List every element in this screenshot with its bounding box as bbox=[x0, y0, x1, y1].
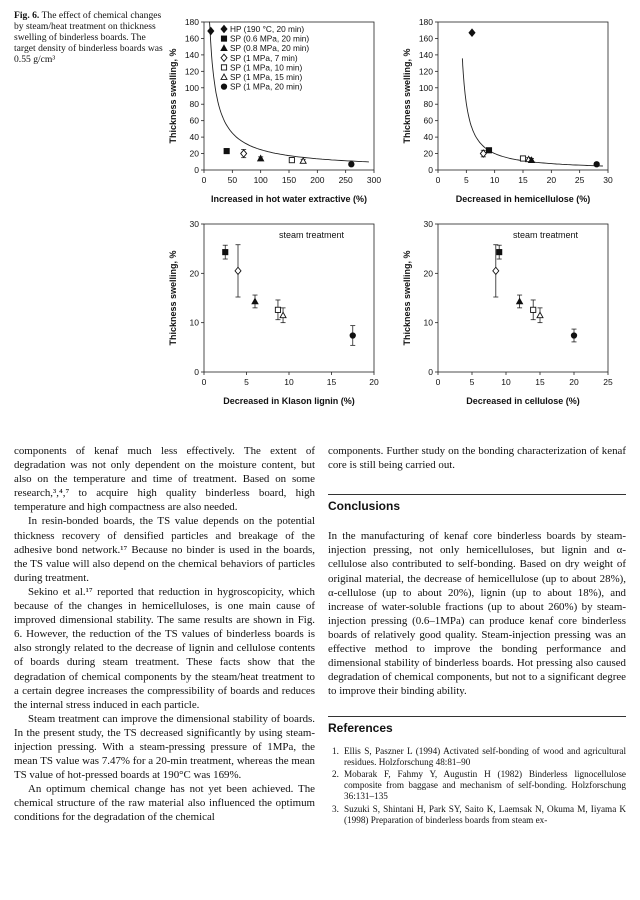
x-tick-label: 5 bbox=[244, 377, 249, 387]
y-axis-label: Thickness swelling, % bbox=[168, 48, 178, 144]
x-tick-label: 150 bbox=[281, 175, 297, 185]
figure-caption-text: The effect of chemical changes by steam/heat treatment on thickness swelling of binderless boards. The target density of binderless boards was 0.55 g/cm³ bbox=[14, 10, 163, 65]
y-tick-label: 20 bbox=[189, 148, 199, 159]
legend-entry: SP (1 MPa, 20 min) bbox=[230, 81, 303, 92]
x-tick-label: 25 bbox=[574, 175, 585, 185]
x-tick-label: 15 bbox=[518, 175, 528, 185]
y-tick-label: 120 bbox=[184, 66, 199, 77]
data-point-triangle bbox=[280, 312, 286, 317]
x-tick-label: 15 bbox=[535, 377, 545, 387]
data-point-square bbox=[531, 307, 536, 312]
y-tick-label: 140 bbox=[184, 49, 199, 60]
x-tick-label: 10 bbox=[501, 377, 511, 387]
conclusions-heading: Conclusions bbox=[328, 499, 401, 514]
reference-item bbox=[328, 804, 626, 826]
data-point-triangle bbox=[252, 298, 258, 303]
y-tick-label: 10 bbox=[189, 317, 199, 328]
y-tick-label: 120 bbox=[418, 66, 433, 77]
data-point-square bbox=[520, 156, 525, 161]
paragraph: Sekino et al.¹⁷ reported that reduction in hygroscopicity, which because of the changes in hemicelluloses, is one main cause of improved dimensional stability. The same results are shown in Fig. 6. However, the reduction of the TS values of binderless boards is also strongly related to the decrease of lignin and cellulose contents of boards during steam treatment. These facts show that the degradation of chemical components by the steam/heat treatment to a certain degree increases the compressibility of boards and reduces the internal stress induced in each particle. bbox=[14, 585, 315, 711]
chart-klason-lignin bbox=[164, 208, 386, 408]
legend-entry: SP (1 MPa, 7 min) bbox=[230, 52, 298, 63]
x-tick-label: 0 bbox=[435, 377, 441, 387]
data-point-circle bbox=[349, 162, 354, 167]
paragraph: Steam treatment can improve the dimensional stability of boards. In the present study, the TS decreased significantly by using steam-injection pressing. With a steam-pressing pressure of 1MPa, the mean TS value was 7.47% for a 20-min treatment, whereas the mean TS value of hot-pressed boards at 190°C was 169%. bbox=[14, 712, 315, 782]
y-tick-label: 180 bbox=[418, 17, 433, 27]
y-tick-label: 100 bbox=[184, 82, 199, 93]
x-tick-label: 20 bbox=[369, 377, 379, 387]
data-point-square bbox=[275, 307, 280, 312]
y-tick-label: 40 bbox=[189, 132, 199, 143]
legend-entry: SP (1 MPa, 10 min) bbox=[230, 62, 303, 73]
reference-number: 2. bbox=[332, 768, 339, 779]
data-point-triangle bbox=[517, 298, 523, 303]
x-tick-label: 5 bbox=[463, 175, 469, 185]
chart-cellulose bbox=[398, 208, 620, 408]
x-tick-label: 0 bbox=[201, 175, 207, 185]
y-tick-label: 30 bbox=[189, 219, 199, 229]
x-tick-label: 5 bbox=[469, 377, 475, 387]
reference-text: Mobarak F, Fahmy Y, Augustin H (1982) Binderless lignocellulose composite from baggase and mechanism of self-bonding. Holzforschung 36:131–135 bbox=[344, 768, 626, 802]
y-axis-label: Thickness swelling, % bbox=[402, 48, 412, 144]
chart-hemicellulose bbox=[398, 6, 620, 206]
chart-svg bbox=[164, 6, 386, 206]
data-point-circle bbox=[594, 162, 599, 167]
y-tick-label: 0 bbox=[194, 367, 199, 377]
plot-frame bbox=[438, 22, 608, 170]
figure-caption bbox=[14, 10, 164, 65]
data-point-diamond bbox=[235, 267, 241, 274]
paragraph: components of kenaf much less effectively. The extent of degradation was not only dependent on the moisture content, but also on the temperature and time of treatment. Based on some research,³,⁴,⁷ to acquire high quality binderless board, high temperature and high compactness are also needed. bbox=[14, 445, 315, 514]
reference-text: Suzuki S, Shintani H, Park SY, Saito K, Laemsak N, Okuma M, Iiyama K (1998) Preparation of binderless boards from steam ex- bbox=[344, 803, 626, 825]
chart-annotation: steam treatment bbox=[278, 230, 344, 240]
data-point-diamond bbox=[493, 267, 499, 274]
x-axis-label: Decreased in hemicellulose (%) bbox=[455, 194, 591, 204]
right-column bbox=[328, 444, 626, 827]
data-point-circle bbox=[221, 84, 226, 89]
conclusions-text: In the manufacturing of kenaf core binderless boards by steam-injection pressing, not only hemicelluloses, but lignin and α-cellulose also contributed to self-bonding. Based on dry weight of original material, the decrease of hemicellulose (up to about 28%), α-cellulose (up to about 20%), lignin (up to about 18%), and increase of water-soluble fractions (up to about 260%) by steam-injection pressing (0.6–1MPa) can produce kenaf core binderless boards of relatively good quality. Steam-injection pressing was an effective method to improve the bonding performance and dimensional stability of binderless boards. Hot pressing also caused degradation of chemical components, but not to a significant degree to improve their binding ability. bbox=[328, 530, 626, 698]
y-tick-label: 80 bbox=[189, 99, 199, 110]
reference-text: Ellis S, Paszner L (1994) Activated self-bonding of wood and agricultural residues. Holzforschung 48:81–90 bbox=[344, 745, 626, 767]
x-tick-label: 15 bbox=[326, 377, 337, 387]
chart-annotation: steam treatment bbox=[512, 230, 578, 240]
data-point-square bbox=[221, 65, 226, 70]
data-point-square bbox=[289, 158, 294, 163]
section-rule bbox=[328, 494, 626, 495]
chart-hot-water-extractive bbox=[164, 6, 386, 206]
y-tick-label: 60 bbox=[423, 115, 433, 126]
reference-item bbox=[328, 769, 626, 803]
data-point-square bbox=[221, 36, 226, 41]
references-heading: References bbox=[328, 721, 393, 736]
x-tick-label: 20 bbox=[546, 175, 557, 185]
data-point-triangle bbox=[300, 158, 306, 163]
data-point-circle bbox=[571, 333, 576, 338]
plot-frame bbox=[204, 224, 374, 372]
data-point-triangle bbox=[258, 155, 264, 160]
data-point-square bbox=[224, 148, 229, 153]
y-tick-label: 100 bbox=[418, 82, 433, 93]
y-tick-label: 20 bbox=[423, 268, 433, 279]
x-tick-label: 0 bbox=[435, 175, 441, 185]
y-axis-label: Thickness swelling, % bbox=[168, 250, 178, 346]
data-point-diamond bbox=[469, 29, 475, 36]
data-point-square bbox=[223, 250, 228, 255]
x-tick-label: 30 bbox=[603, 175, 613, 185]
x-tick-label: 300 bbox=[366, 175, 382, 185]
data-point-diamond bbox=[221, 25, 227, 32]
plot-frame bbox=[438, 224, 608, 372]
reference-number: 3. bbox=[332, 803, 339, 814]
y-tick-label: 30 bbox=[423, 219, 433, 229]
x-axis-label: Decreased in cellulose (%) bbox=[466, 396, 580, 406]
x-tick-label: 50 bbox=[227, 175, 238, 185]
data-point-triangle bbox=[537, 312, 543, 317]
y-tick-label: 60 bbox=[189, 115, 199, 126]
x-tick-label: 10 bbox=[284, 377, 294, 387]
y-tick-label: 20 bbox=[189, 268, 199, 279]
chart-svg bbox=[398, 6, 620, 206]
y-tick-label: 40 bbox=[423, 132, 433, 143]
data-point-diamond bbox=[208, 27, 214, 34]
x-tick-label: 0 bbox=[201, 377, 207, 387]
y-tick-label: 10 bbox=[423, 317, 433, 328]
left-column bbox=[14, 444, 315, 825]
data-point-triangle bbox=[221, 45, 227, 50]
legend-entry: SP (1 MPa, 15 min) bbox=[230, 72, 303, 82]
data-point-square bbox=[497, 250, 502, 255]
reference-number: 1. bbox=[332, 745, 339, 756]
x-tick-label: 250 bbox=[338, 175, 353, 185]
chart-svg bbox=[398, 208, 620, 408]
paragraph: In resin-bonded boards, the TS value depends on the potential thickness recovery of densified particles and breakage of the adhesive bond network.¹⁷ Because no binder is used in the boards, the TS value will also depend on the chemical behaviors of particles during treatment. bbox=[14, 515, 315, 584]
legend-entry: SP (0.6 MPa, 20 min) bbox=[230, 33, 310, 44]
x-tick-label: 20 bbox=[569, 377, 579, 387]
chart-svg bbox=[164, 208, 386, 408]
y-tick-label: 0 bbox=[428, 165, 433, 175]
data-point-square bbox=[486, 148, 491, 153]
references-list bbox=[328, 746, 626, 826]
figure-label: Fig. 6. bbox=[14, 10, 40, 21]
data-point-circle bbox=[350, 333, 355, 338]
data-point-diamond bbox=[221, 54, 227, 61]
y-tick-label: 80 bbox=[423, 99, 433, 110]
reference-item bbox=[328, 746, 626, 768]
y-tick-label: 160 bbox=[418, 33, 433, 44]
paragraph: An optimum chemical change has not yet been achieved. The chemical structure of the raw material also influenced the optimum conditions for the degradation of the chemical bbox=[14, 783, 315, 824]
y-tick-label: 0 bbox=[194, 165, 199, 175]
legend-entry: SP (0.8 MPa, 20 min) bbox=[230, 43, 310, 54]
y-tick-label: 180 bbox=[184, 17, 199, 27]
data-point-diamond bbox=[480, 150, 486, 157]
y-tick-label: 0 bbox=[428, 367, 433, 377]
y-tick-label: 20 bbox=[423, 148, 433, 159]
x-axis-label: Decreased in Klason lignin (%) bbox=[223, 396, 355, 406]
x-tick-label: 100 bbox=[253, 175, 268, 185]
paragraph: components. Further study on the bonding characterization of kenaf core is still being carried out. bbox=[328, 445, 626, 472]
data-point-triangle bbox=[221, 74, 227, 79]
x-tick-label: 200 bbox=[310, 175, 325, 185]
x-tick-label: 10 bbox=[489, 175, 500, 185]
x-tick-label: 25 bbox=[603, 377, 613, 387]
y-tick-label: 140 bbox=[418, 49, 433, 60]
y-tick-label: 160 bbox=[184, 33, 199, 44]
x-axis-label: Increased in hot water extractive (%) bbox=[210, 194, 368, 204]
data-point-diamond bbox=[241, 150, 247, 157]
section-rule bbox=[328, 716, 626, 717]
legend-entry: HP (190 °C, 20 min) bbox=[230, 24, 305, 34]
y-axis-label: Thickness swelling, % bbox=[402, 250, 412, 346]
